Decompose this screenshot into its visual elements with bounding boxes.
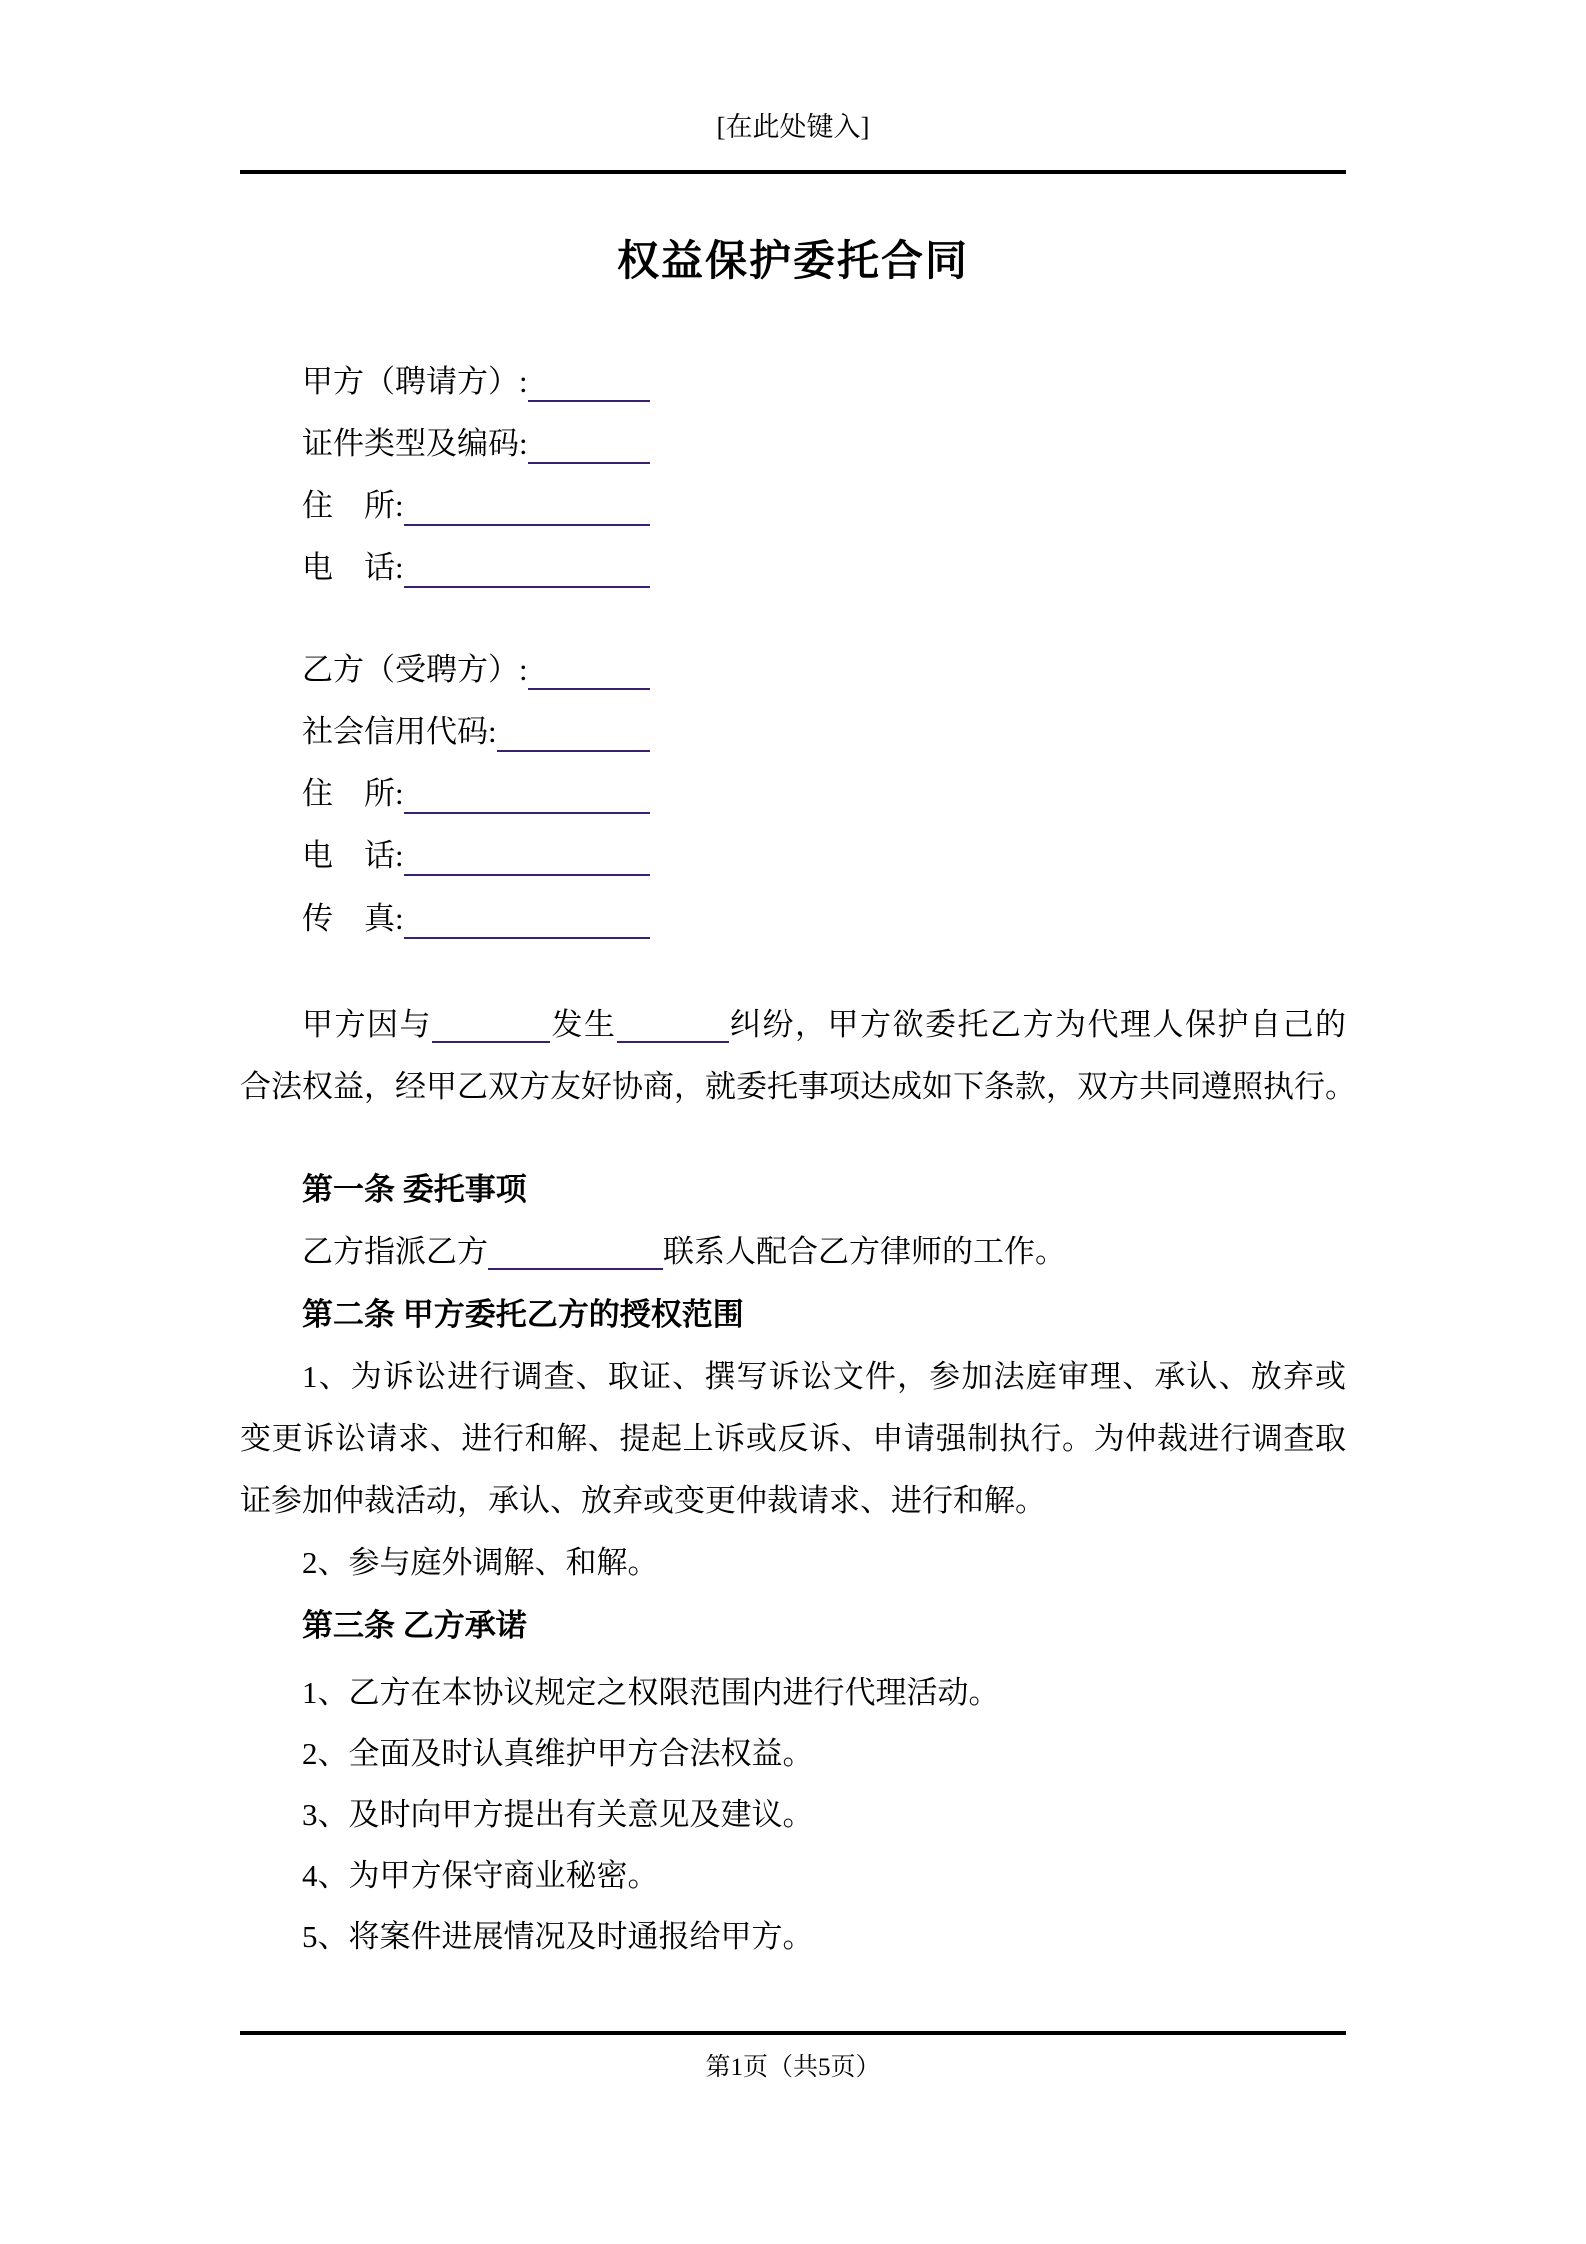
field-blank — [404, 874, 650, 876]
field-label: 电 话: — [302, 550, 404, 585]
field-label: 住 所: — [302, 488, 404, 523]
section3-item-5: 5、将案件进展情况及时通报给甲方。 — [302, 1919, 814, 1954]
field-blank — [404, 524, 650, 526]
field-label: 乙方（受聘方）: — [302, 652, 528, 687]
field-blank — [404, 937, 650, 939]
field-row-phone-b — [240, 825, 650, 887]
intro-text: 发生 — [550, 1007, 617, 1042]
inline-blank — [488, 1268, 663, 1270]
field-label: 社会信用代码: — [302, 714, 497, 749]
section3-item-4: 4、为甲方保守商业秘密。 — [302, 1858, 659, 1893]
inline-blank — [432, 1041, 550, 1043]
field-row-party-b-name — [240, 639, 650, 701]
field-row-phone-a — [240, 537, 650, 599]
field-blank — [404, 812, 650, 814]
field-blank — [528, 462, 650, 464]
field-blank — [528, 688, 650, 690]
field-row-address-b — [240, 763, 650, 825]
section1-body — [240, 1221, 1346, 1283]
field-row-fax-b — [240, 888, 650, 950]
section-heading-3: 第三条 乙方承诺 — [302, 1608, 527, 1643]
intro-text: 纠纷，甲方欲委托乙方为代理人保护自己的 — [728, 1007, 1346, 1042]
field-row-credit-code — [240, 701, 650, 763]
inline-blank — [617, 1041, 729, 1043]
section2-item1-line2: 变更诉讼请求、进行和解、提起上诉或反诉、申请强制执行。为仲裁进行调查取 — [240, 1421, 1346, 1456]
header-rule — [240, 170, 1346, 174]
field-label: 证件类型及编码: — [302, 426, 528, 461]
section3-item-2: 2、全面及时认真维护甲方合法权益。 — [302, 1736, 814, 1771]
section2-item2: 2、参与庭外调解、和解。 — [302, 1545, 659, 1580]
field-label: 住 所: — [302, 776, 404, 811]
intro-paragraph-line1 — [240, 994, 1346, 1056]
field-row-address-a — [240, 475, 650, 537]
section-heading-2: 第二条 甲方委托乙方的授权范围 — [302, 1297, 744, 1332]
section2-item1-line3: 证参加仲裁活动，承认、放弃或变更仲裁请求、进行和解。 — [240, 1483, 1046, 1518]
field-label: 传 真: — [302, 901, 404, 936]
field-row-party-a-name — [240, 351, 650, 413]
field-label: 电 话: — [302, 838, 404, 873]
intro-text: 甲方因与 — [302, 1007, 432, 1042]
field-blank — [404, 586, 650, 588]
section3-item-3: 3、及时向甲方提出有关意见及建议。 — [302, 1797, 814, 1832]
field-blank — [497, 750, 650, 752]
footer-rule — [240, 2031, 1346, 2035]
field-row-id-type — [240, 413, 650, 475]
intro-paragraph-line2: 合法权益，经甲乙双方友好协商，就委托事项达成如下条款，双方共同遵照执行。 — [240, 1069, 1356, 1104]
page-number: 第1页（共5页） — [705, 2054, 881, 2081]
section2-item1-line1: 1、为诉讼进行调查、取证、撰写诉讼文件，参加法庭审理、承认、放弃或 — [302, 1359, 1346, 1394]
page-title: 权益保护委托合同 — [616, 239, 969, 285]
section1-text: 乙方指派乙方 — [302, 1234, 488, 1269]
field-label: 甲方（聘请方）: — [302, 364, 528, 399]
section-heading-1: 第一条 委托事项 — [302, 1172, 527, 1207]
header-placeholder: [在此处键入] — [716, 112, 870, 142]
section1-text: 联系人配合乙方律师的工作。 — [663, 1234, 1066, 1269]
section3-item-1: 1、乙方在本协议规定之权限范围内进行代理活动。 — [302, 1675, 1000, 1710]
field-blank — [528, 400, 650, 402]
